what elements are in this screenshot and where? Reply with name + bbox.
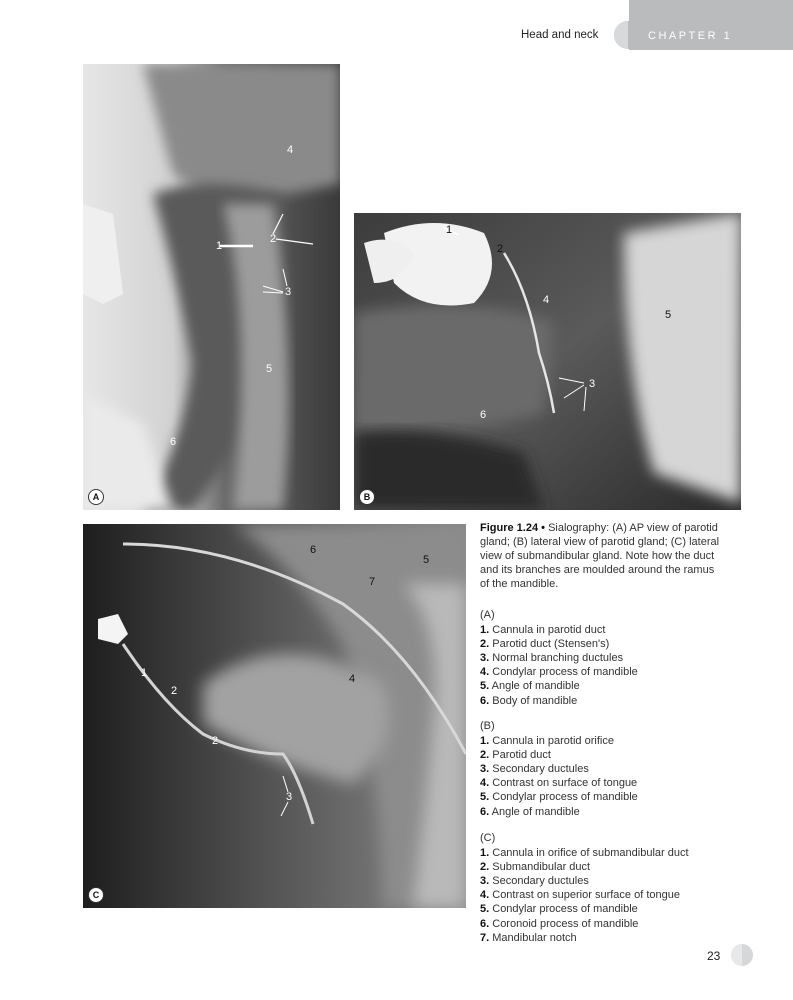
figure-b-label-1: 1	[446, 224, 453, 236]
figure-c-label-1: 1	[141, 667, 148, 679]
figure-a-label-4: 4	[287, 144, 294, 156]
legend-item: 1. Cannula in orifice of submandibular duct	[480, 847, 689, 860]
figure-c-label-2a: 2	[171, 685, 178, 697]
legend-item: 6. Angle of mandible	[480, 805, 580, 818]
figure-a-label-3: 3	[285, 286, 292, 298]
legend-item: 5. Angle of mandible	[480, 680, 580, 693]
legend-item: 4. Condylar process of mandible	[480, 666, 638, 679]
figure-a-label-5: 5	[266, 363, 273, 375]
figure-c-label-4: 4	[349, 673, 356, 685]
figure-caption	[480, 521, 720, 591]
legend-item: 2. Parotid duct	[480, 749, 551, 762]
running-header: Head and neck	[521, 29, 599, 41]
legend-item: 1. Cannula in parotid duct	[480, 624, 606, 637]
page-number-circle	[731, 944, 753, 966]
legend-item: 2. Submandibular duct	[480, 861, 591, 874]
figure-c-label-3: 3	[286, 791, 293, 803]
figure-a-label-6: 6	[170, 436, 177, 448]
figure-b-label-5: 5	[665, 309, 672, 321]
figure-b-label-4: 4	[543, 294, 550, 306]
figure-caption-label: Figure 1.24 •	[480, 522, 545, 534]
figure-a-label-2: 2	[270, 233, 277, 245]
legend-heading: (C)	[480, 832, 496, 844]
figure-a-label-1: 1	[216, 240, 223, 252]
legend-group-b	[480, 719, 638, 819]
figure-c-label-6: 6	[310, 544, 317, 556]
legend-item: 3. Secondary ductules	[480, 875, 589, 888]
figure-b-label-6: 6	[480, 409, 487, 421]
legend-item: 5. Condylar process of mandible	[480, 903, 638, 916]
legend-group-c	[480, 831, 689, 945]
figure-a-tag: A	[88, 489, 104, 505]
legend-group-a	[480, 608, 638, 708]
page-number: 23	[707, 949, 721, 963]
legend-item: 3. Normal branching ductules	[480, 652, 624, 665]
legend-item: 3. Secondary ductules	[480, 763, 589, 776]
figure-b-label-2: 2	[497, 243, 504, 255]
figure-b-label-3: 3	[589, 378, 596, 390]
figure-c-label-7: 7	[369, 576, 376, 588]
figure-b-xray	[354, 213, 741, 510]
figure-c-label-2b: 2	[212, 735, 219, 747]
legend-heading: (A)	[480, 609, 495, 621]
chapter-tab: CHAPTER 1	[629, 0, 793, 50]
figure-b-tag: B	[359, 489, 375, 505]
figure-c-xray	[83, 524, 466, 908]
legend-item: 2. Parotid duct (Stensen's)	[480, 638, 610, 651]
legend-item: 6. Coronoid process of mandible	[480, 917, 639, 930]
legend-item: 7. Mandibular notch	[480, 931, 577, 944]
figure-c-tag: C	[88, 887, 104, 903]
legend-item: 5. Condylar process of mandible	[480, 791, 638, 804]
figure-caption-text: Sialography: (A) AP view of parotid gland; (B) lateral view of parotid gland; (C) lateral view of submandibular gland. Note how the duct and its branches are moulded around the ramus of the mandible.	[480, 522, 720, 590]
legend-item: 4. Contrast on surface of tongue	[480, 777, 638, 790]
legend-heading: (B)	[480, 720, 495, 732]
legend-item: 1. Cannula in parotid orifice	[480, 735, 614, 748]
figure-a-xray	[83, 64, 340, 510]
figure-c-label-5: 5	[423, 554, 430, 566]
legend-item: 4. Contrast on superior surface of tongue	[480, 889, 680, 902]
legend-item: 6. Body of mandible	[480, 694, 578, 707]
